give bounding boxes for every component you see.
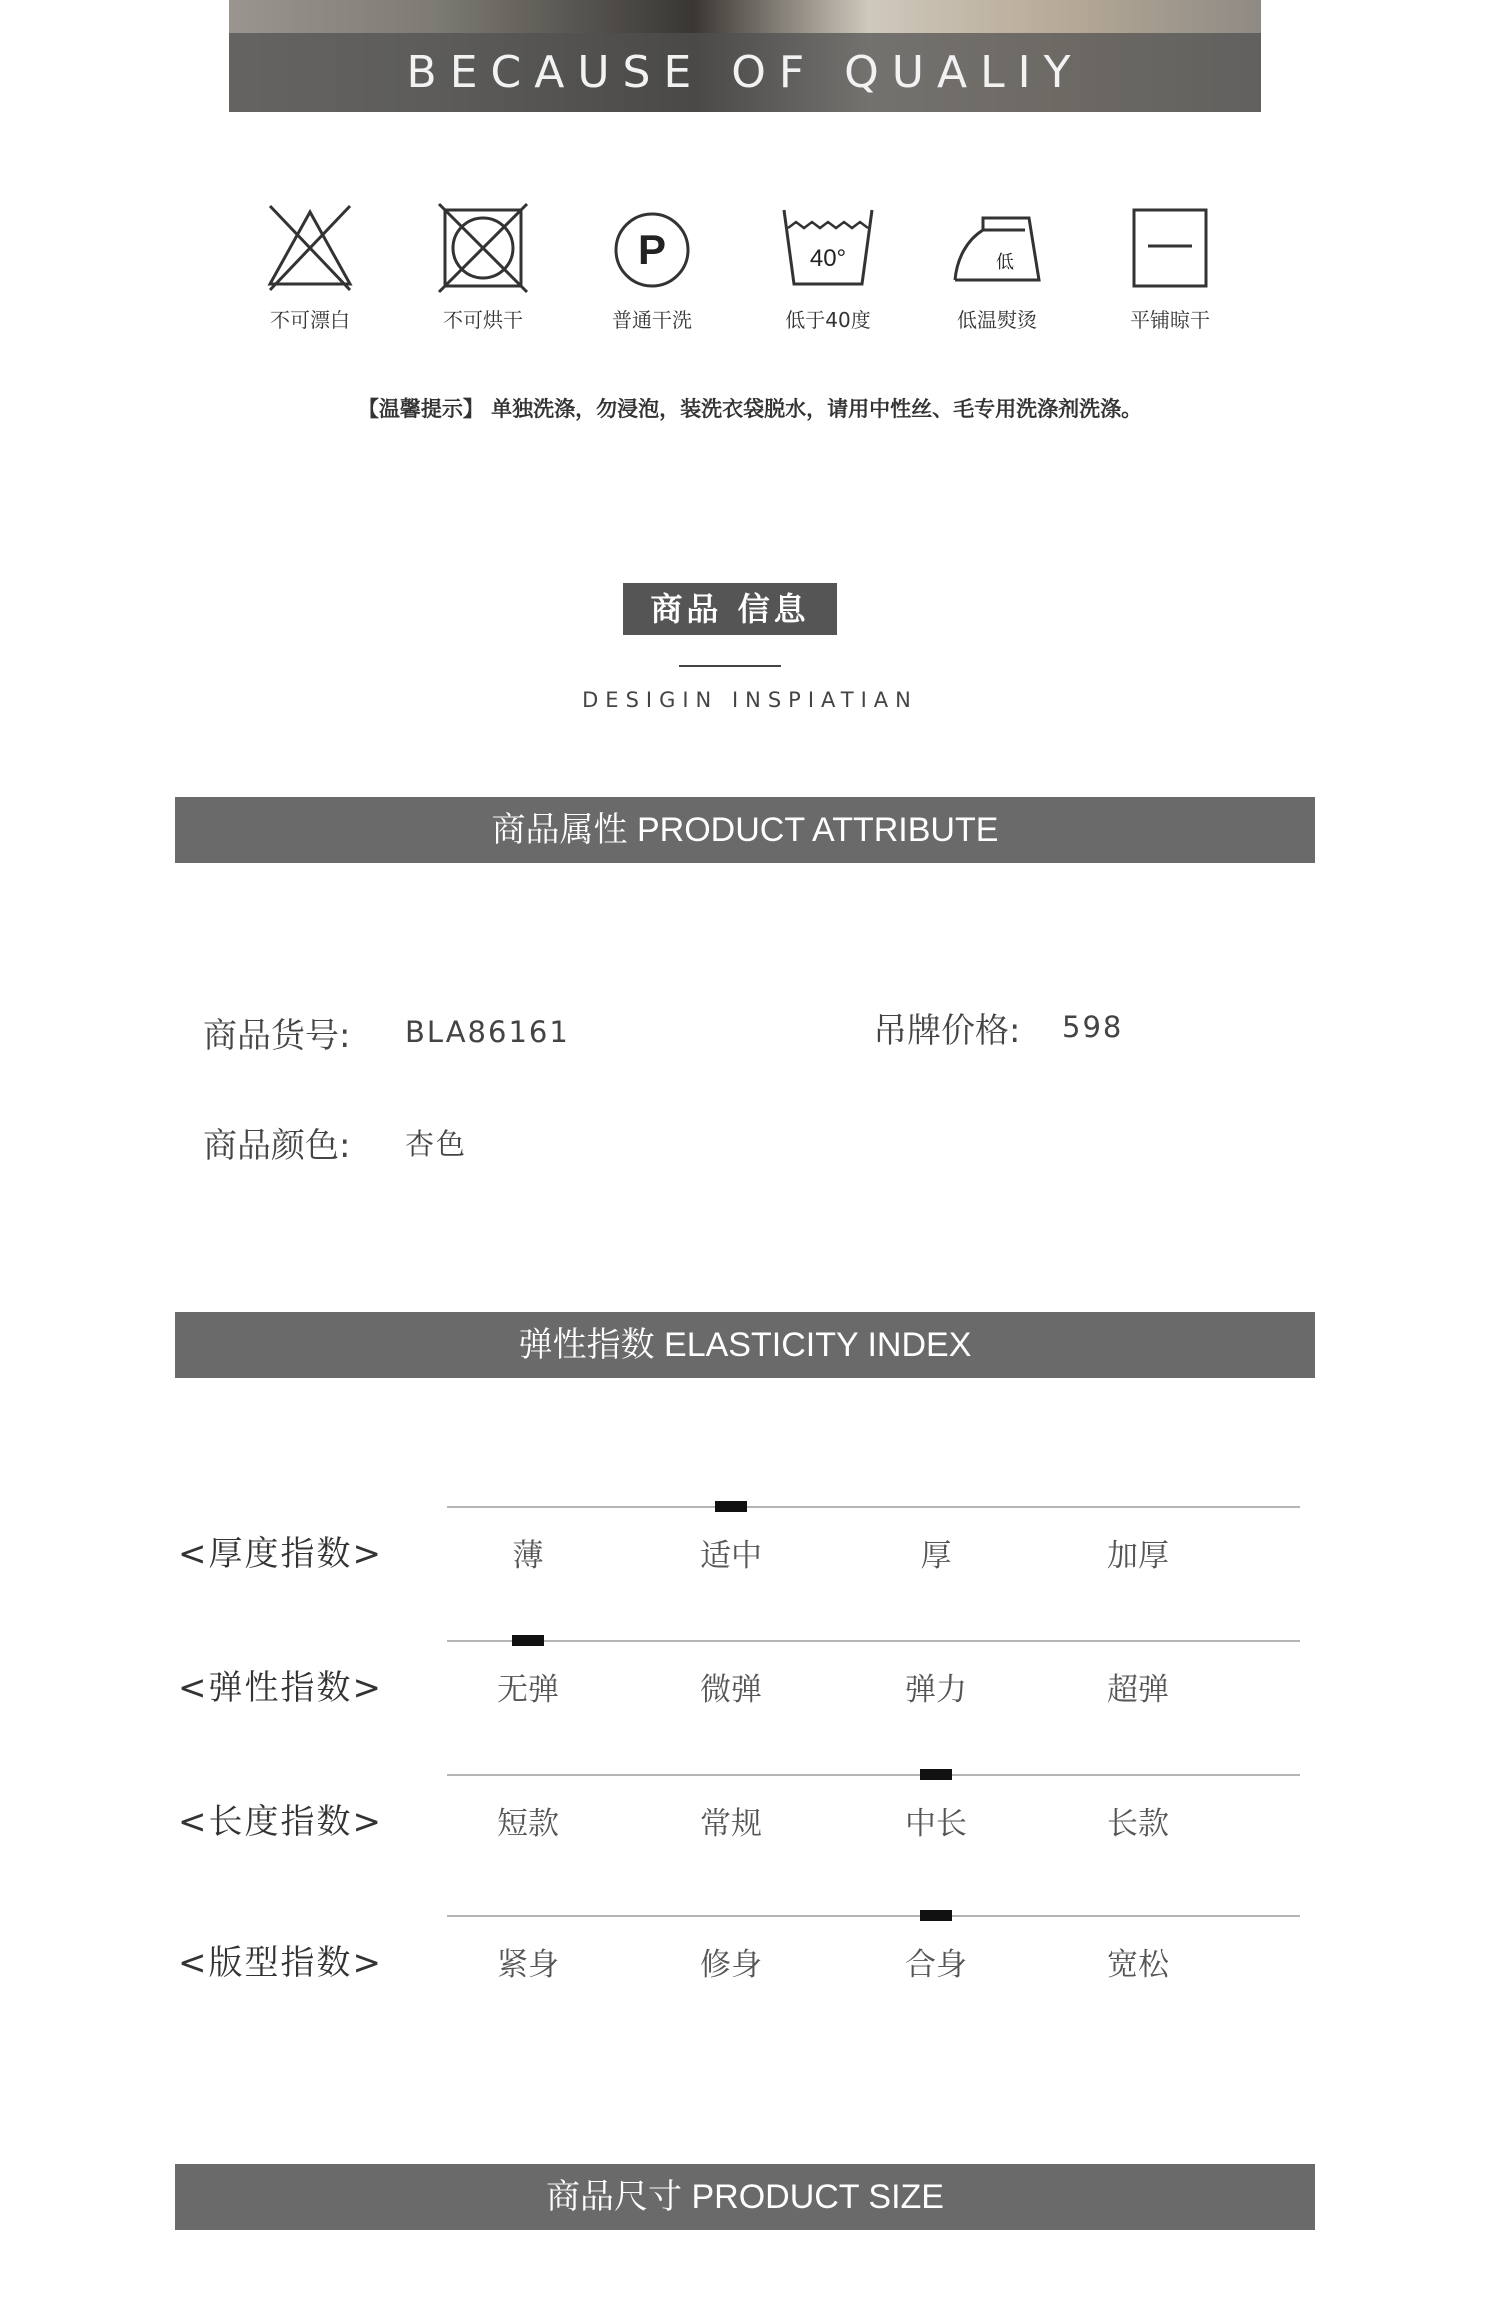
index-scale-line bbox=[447, 1506, 1300, 1508]
iron-low-icon bbox=[947, 200, 1047, 296]
color-label: 商品颜色: bbox=[203, 1126, 351, 1166]
svg-text:低: 低 bbox=[996, 252, 1014, 273]
no-tumble-dry-icon bbox=[435, 200, 531, 296]
index-option: 宽松 bbox=[1107, 1947, 1169, 1983]
care-item-dry-flat bbox=[1105, 200, 1235, 333]
index-option: 弹力 bbox=[905, 1672, 967, 1708]
svg-text:P: P bbox=[637, 226, 667, 273]
index-option: 合身 bbox=[905, 1947, 967, 1983]
care-label: 普通干洗 bbox=[612, 308, 692, 332]
index-scale-line bbox=[447, 1915, 1300, 1917]
index-option: 常规 bbox=[700, 1806, 762, 1842]
index-name: <厚度指数> bbox=[178, 1534, 383, 1574]
index-option: 修身 bbox=[700, 1947, 762, 1983]
divider bbox=[679, 665, 781, 667]
index-name: <长度指数> bbox=[178, 1802, 383, 1842]
index-scale-line bbox=[447, 1640, 1300, 1642]
hero-caption: BECAUSE OF QUALIY bbox=[406, 47, 1084, 98]
care-item-no-bleach bbox=[245, 200, 375, 333]
index-scale-line bbox=[447, 1774, 1300, 1776]
index-selected-marker bbox=[715, 1501, 747, 1512]
index-option: 无弹 bbox=[497, 1672, 559, 1708]
care-label: 平铺晾干 bbox=[1130, 308, 1210, 332]
section-header-size: 商品尺寸 PRODUCT SIZE bbox=[175, 2164, 1315, 2230]
index-selected-marker bbox=[512, 1635, 544, 1646]
dry-flat-icon bbox=[1122, 200, 1218, 296]
section-header-elasticity: 弹性指数 ELASTICITY INDEX bbox=[175, 1312, 1315, 1378]
care-label: 低于40度 bbox=[785, 308, 871, 332]
index-option: 长款 bbox=[1107, 1806, 1169, 1842]
index-option: 微弹 bbox=[700, 1672, 762, 1708]
index-option: 超弹 bbox=[1107, 1672, 1169, 1708]
index-option: 适中 bbox=[700, 1538, 762, 1574]
care-label: 不可漂白 bbox=[270, 308, 350, 332]
care-item-iron-low bbox=[932, 200, 1062, 333]
index-selected-marker bbox=[920, 1769, 952, 1780]
dry-clean-p-icon bbox=[604, 200, 700, 296]
product-info-badge: 商品 信息 bbox=[623, 583, 837, 635]
index-option: 紧身 bbox=[497, 1947, 559, 1983]
sku-label: 商品货号: bbox=[203, 1016, 351, 1056]
care-tip: 【温馨提示】 单独洗涤，勿浸泡，装洗衣袋脱水，请用中性丝、毛专用洗涤剂洗涤。 bbox=[357, 397, 1143, 421]
index-option: 厚 bbox=[920, 1538, 952, 1574]
svg-text:40°: 40° bbox=[809, 245, 847, 272]
wash-40-icon bbox=[778, 200, 878, 296]
index-option: 薄 bbox=[512, 1538, 544, 1574]
section-header-attribute: 商品属性 PRODUCT ATTRIBUTE bbox=[175, 797, 1315, 863]
care-item-wash-40 bbox=[763, 200, 893, 333]
index-option: 中长 bbox=[905, 1806, 967, 1842]
care-item-dry-clean bbox=[587, 200, 717, 333]
index-option: 短款 bbox=[497, 1806, 559, 1842]
care-label: 低温熨烫 bbox=[957, 308, 1037, 332]
care-label: 不可烘干 bbox=[443, 308, 523, 332]
index-selected-marker bbox=[920, 1910, 952, 1921]
price-value: 598 bbox=[1062, 1010, 1124, 1044]
color-value: 杏色 bbox=[405, 1127, 468, 1161]
index-option: 加厚 bbox=[1107, 1538, 1169, 1574]
design-subtitle: DESIGIN INSPIATIAN bbox=[582, 688, 918, 712]
care-item-no-tumble-dry bbox=[418, 200, 548, 333]
index-name: <弹性指数> bbox=[178, 1668, 383, 1708]
sku-value: BLA86161 bbox=[405, 1015, 570, 1049]
price-label: 吊牌价格: bbox=[873, 1011, 1021, 1051]
no-bleach-icon bbox=[262, 200, 358, 296]
index-name: <版型指数> bbox=[178, 1943, 383, 1983]
